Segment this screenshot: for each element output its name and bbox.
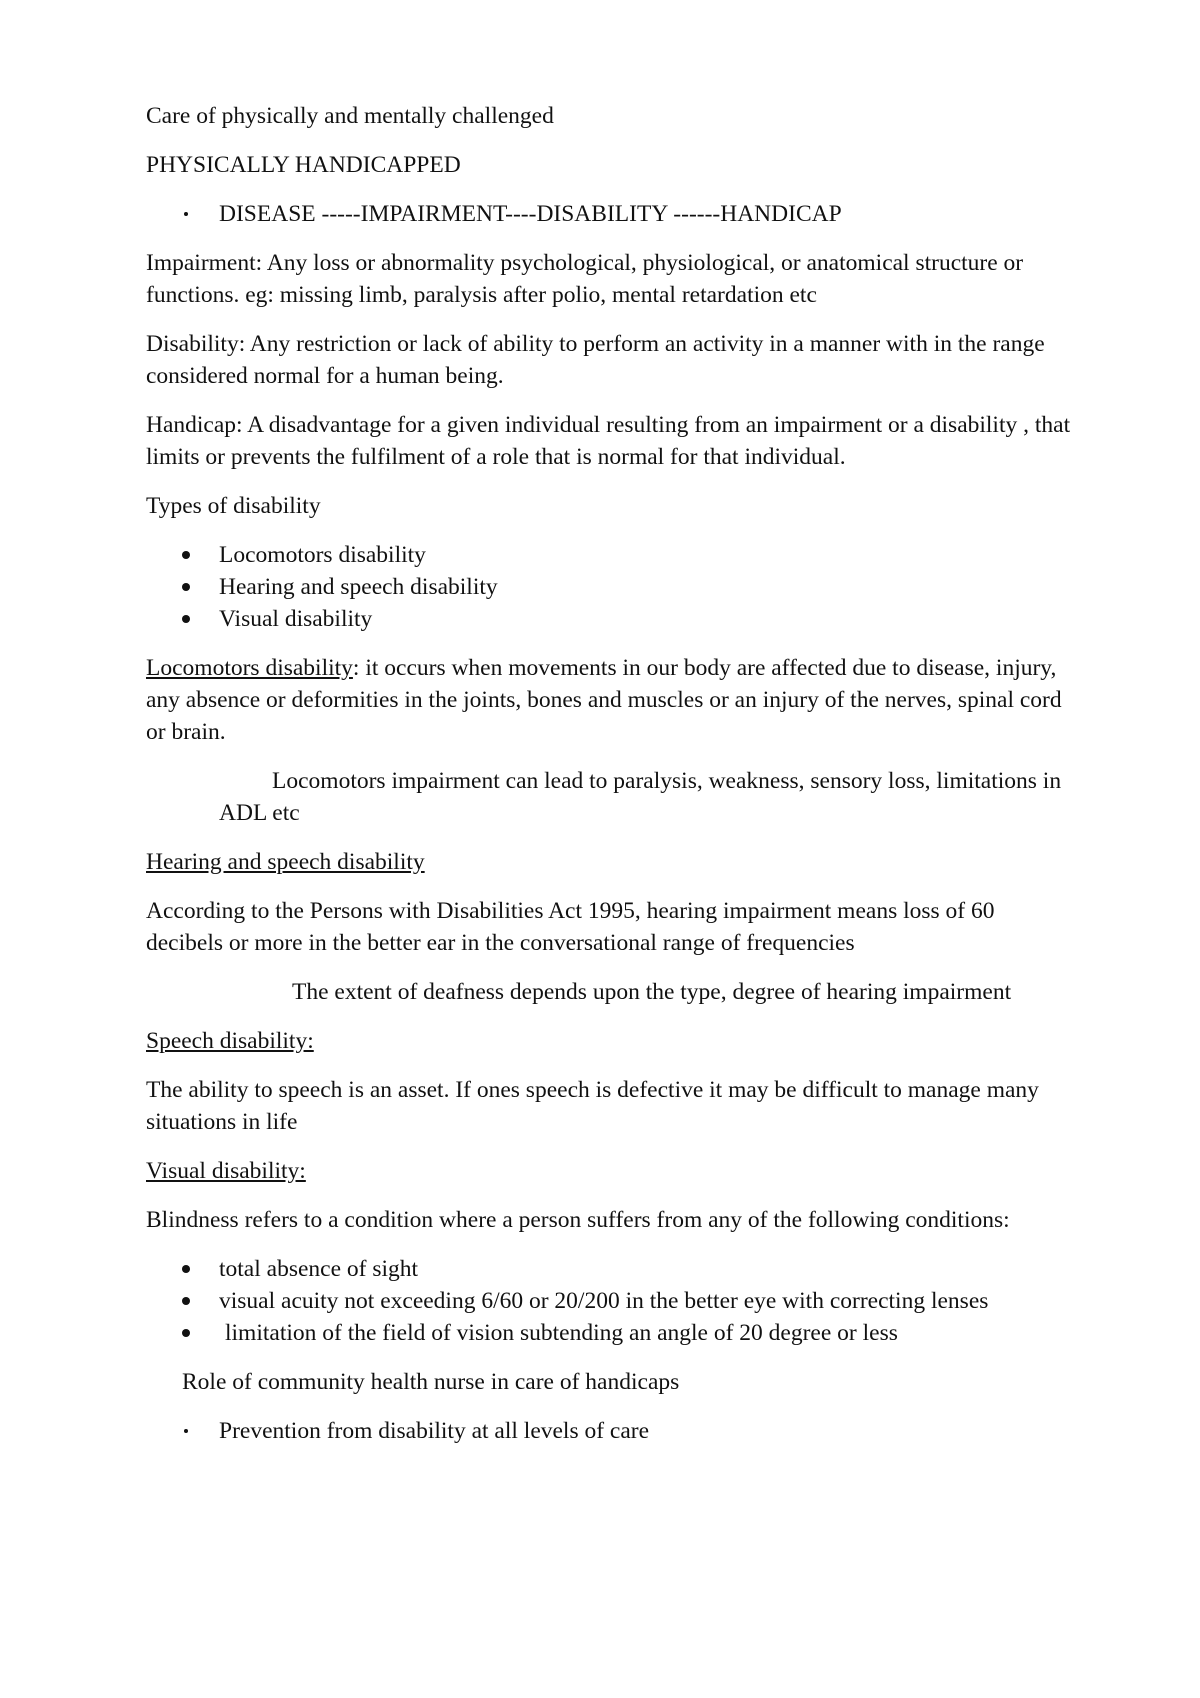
list-item: total absence of sight	[219, 1256, 419, 1282]
list-item: visual acuity not exceeding 6/60 or 20/200 in the better eye with correcting lenses	[219, 1288, 989, 1314]
visual-heading: Visual disability:	[146, 1158, 306, 1184]
list-item: Visual disability	[219, 606, 373, 632]
locomotor-paragraph	[146, 652, 1076, 748]
list-item: limitation of the field of vision subtending an angle of 20 degree or less	[225, 1320, 898, 1346]
types-list	[146, 539, 1076, 635]
role-list	[146, 1415, 1076, 1447]
speech-heading: Speech disability:	[146, 1028, 314, 1054]
locomotor-label: Locomotors disability	[146, 655, 353, 681]
types-heading: Types of disability	[146, 493, 321, 519]
visual-paragraph: Blindness refers to a condition where a person suffers from any of the following conditions:	[146, 1207, 1010, 1233]
list-item: Prevention from disability at all levels of care	[219, 1418, 650, 1444]
speech-paragraph: The ability to speech is an asset. If ones speech is defective it may be difficult to manage many situations in life	[146, 1077, 1039, 1135]
document-body	[146, 100, 1076, 1447]
visual-list	[146, 1253, 1076, 1349]
handicap-definition: Handicap: A disadvantage for a given individual resulting from an impairment or a disability , that limits or prevents the fulfilment of a role that is normal for that individual.	[146, 412, 1071, 470]
list-item: Hearing and speech disability	[219, 574, 498, 600]
chain-list	[146, 198, 1076, 230]
locomotor-text: : it occurs when movements in our body are affected due to disease, injury, any absence or deformities in the joints, bones and muscles or an injury of the nerves, spinal cord or brain.	[146, 655, 1062, 745]
role-heading: Role of community health nurse in care of handicaps	[182, 1369, 680, 1395]
locomotor-note: Locomotors impairment can lead to paralysis, weakness, sensory loss, limitations in ADL etc	[219, 768, 1062, 826]
disability-definition: Disability: Any restriction or lack of ability to perform an activity in a manner with in the range considered normal for a human being.	[146, 331, 1045, 389]
hearing-paragraph: According to the Persons with Disabilities Act 1995, hearing impairment means loss of 60 decibels or more in the better ear in the conversational range of frequencies	[146, 898, 995, 956]
hearing-note: The extent of deafness depends upon the type, degree of hearing impairment	[292, 979, 1012, 1005]
document-title: Care of physically and mentally challenged	[146, 103, 554, 129]
section-heading: PHYSICALLY HANDICAPPED	[146, 152, 461, 178]
list-item: Locomotors disability	[219, 542, 426, 568]
list-item: DISEASE -----IMPAIRMENT----DISABILITY ------HANDICAP	[219, 201, 842, 227]
impairment-definition: Impairment: Any loss or abnormality psychological, physiological, or anatomical structure or functions. eg: missing limb, paralysis after polio, mental retardation etc	[146, 250, 1024, 308]
hearing-heading: Hearing and speech disability	[146, 849, 425, 875]
